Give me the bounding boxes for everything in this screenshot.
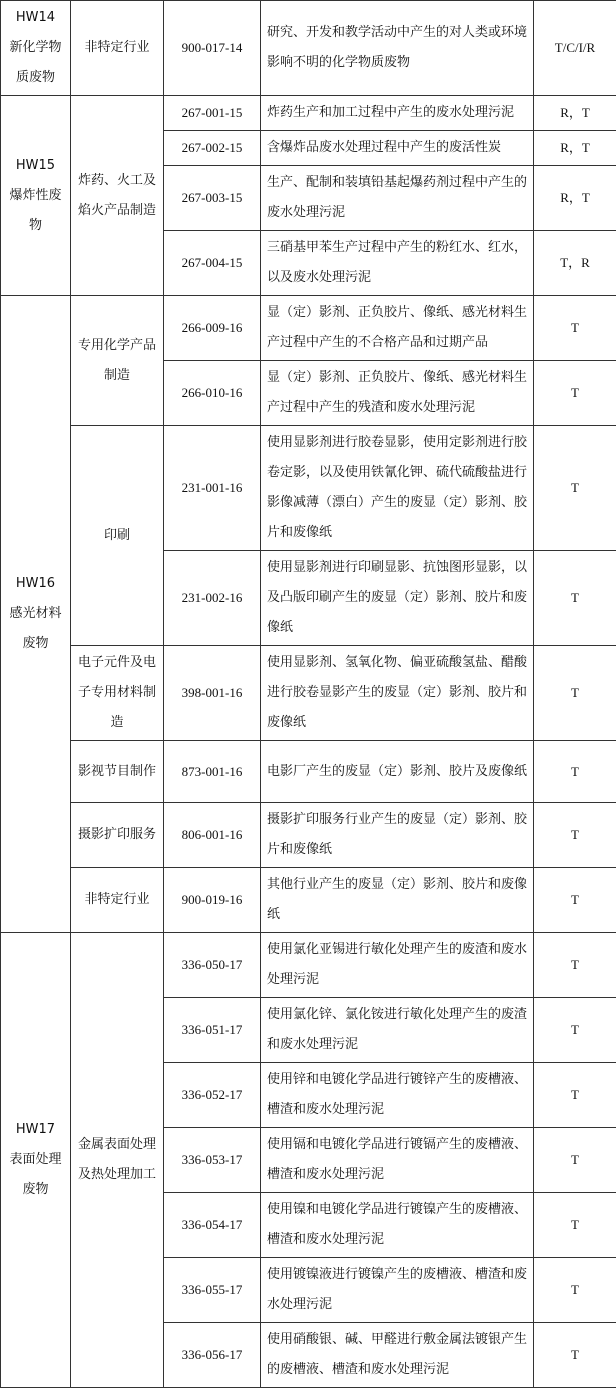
waste-description: 使用锌和电镀化学品进行镀锌产生的废槽液、槽渣和废水处理污泥 <box>261 1063 534 1128</box>
waste-description: 使用氯化锌、氯化铵进行敏化处理产生的废渣和废水处理污泥 <box>261 998 534 1063</box>
waste-category-cell <box>1 1 71 96</box>
hazard-characteristic: T <box>534 1128 616 1193</box>
waste-code: 900-017-14 <box>164 1 261 96</box>
waste-category-cell <box>1 933 71 1388</box>
waste-code: 398-001-16 <box>164 646 261 741</box>
waste-description: 生产、配制和装填铅基起爆药剂过程中产生的废水处理污泥 <box>261 166 534 231</box>
waste-description: 三硝基甲苯生产过程中产生的粉红水、红水，以及废水处理污泥 <box>261 231 534 296</box>
waste-code: 900-019-16 <box>164 868 261 933</box>
waste-description: 显（定）影剂、正负胶片、像纸、感光材料生产过程中产生的残渣和废水处理污泥 <box>261 361 534 426</box>
table-row <box>1 803 616 868</box>
waste-description: 使用显影剂进行印刷显影、抗蚀图形显影，以及凸版印刷产生的废显（定）影剂、胶片和废像纸 <box>261 551 534 646</box>
waste-category-code: HW16 <box>5 569 66 599</box>
hazard-characteristic: R，T <box>534 96 616 131</box>
waste-description: 炸药生产和加工过程中产生的废水处理污泥 <box>261 96 534 131</box>
waste-description: 使用氯化亚锡进行敏化处理产生的废渣和废水处理污泥 <box>261 933 534 998</box>
hazard-characteristic: T/C/I/R <box>534 1 616 96</box>
hazard-characteristic: T <box>534 741 616 803</box>
industry-cell: 非特定行业 <box>71 1 164 96</box>
hazard-characteristic: T <box>534 1193 616 1258</box>
hazard-characteristic: T <box>534 1258 616 1323</box>
waste-code: 267-003-15 <box>164 166 261 231</box>
waste-description: 研究、开发和教学活动中产生的对人类或环境影响不明的化学物质废物 <box>261 1 534 96</box>
hazard-characteristic: T <box>534 361 616 426</box>
table-row <box>1 1 616 96</box>
waste-description: 使用镍和电镀化学品进行镀镍产生的废槽液、槽渣和废水处理污泥 <box>261 1193 534 1258</box>
table-row <box>1 741 616 803</box>
waste-description: 使用显影剂进行胶卷显影，使用定影剂进行胶卷定影，以及使用铁氰化钾、硫代硫酸盐进行影像减薄（漂白）产生的废显（定）影剂、胶片和废像纸 <box>261 426 534 551</box>
waste-description: 使用镉和电镀化学品进行镀镉产生的废槽液、槽渣和废水处理污泥 <box>261 1128 534 1193</box>
waste-description: 使用镀镍液进行镀镍产生的废槽液、槽渣和废水处理污泥 <box>261 1258 534 1323</box>
waste-code: 336-050-17 <box>164 933 261 998</box>
waste-category-code: HW14 <box>5 3 66 33</box>
hazard-characteristic: T <box>534 646 616 741</box>
hazard-characteristic: R，T <box>534 131 616 166</box>
waste-category-name: 表面处理废物 <box>5 1145 66 1205</box>
table-row <box>1 868 616 933</box>
hazard-characteristic: T <box>534 998 616 1063</box>
waste-code: 873-001-16 <box>164 741 261 803</box>
hazard-characteristic: T <box>534 1063 616 1128</box>
waste-code: 267-004-15 <box>164 231 261 296</box>
industry-cell: 专用化学产品制造 <box>71 296 164 426</box>
waste-description: 摄影扩印服务行业产生的废显（定）影剂、胶片和废像纸 <box>261 803 534 868</box>
table-row <box>1 426 616 551</box>
waste-code: 336-052-17 <box>164 1063 261 1128</box>
waste-code: 231-002-16 <box>164 551 261 646</box>
hazard-characteristic: T <box>534 868 616 933</box>
waste-category-cell <box>1 296 71 933</box>
table-row <box>1 933 616 998</box>
waste-code: 266-009-16 <box>164 296 261 361</box>
waste-category-code: HW17 <box>5 1115 66 1145</box>
industry-cell: 电子元件及电子专用材料制造 <box>71 646 164 741</box>
waste-code: 267-002-15 <box>164 131 261 166</box>
hazard-characteristic: T <box>534 296 616 361</box>
table-row <box>1 96 616 131</box>
waste-code: 336-053-17 <box>164 1128 261 1193</box>
waste-description: 含爆炸品废水处理过程中产生的废活性炭 <box>261 131 534 166</box>
waste-category-code: HW15 <box>5 151 66 181</box>
hazard-characteristic: T <box>534 1323 616 1388</box>
waste-category-name: 爆炸性废物 <box>5 181 66 241</box>
industry-cell: 金属表面处理及热处理加工 <box>71 933 164 1388</box>
waste-description: 电影厂产生的废显（定）影剂、胶片及废像纸 <box>261 741 534 803</box>
waste-code: 336-055-17 <box>164 1258 261 1323</box>
industry-cell: 炸药、火工及焰火产品制造 <box>71 96 164 296</box>
waste-code: 336-051-17 <box>164 998 261 1063</box>
hazard-characteristic: T，R <box>534 231 616 296</box>
hazard-characteristic: T <box>534 933 616 998</box>
hazard-characteristic: T <box>534 426 616 551</box>
waste-description: 其他行业产生的废显（定）影剂、胶片和废像纸 <box>261 868 534 933</box>
waste-category-cell <box>1 96 71 296</box>
waste-description: 使用硝酸银、碱、甲醛进行敷金属法镀银产生的废槽液、槽渣和废水处理污泥 <box>261 1323 534 1388</box>
waste-category-name: 感光材料废物 <box>5 599 66 659</box>
waste-code: 806-001-16 <box>164 803 261 868</box>
waste-code: 267-001-15 <box>164 96 261 131</box>
industry-cell: 印刷 <box>71 426 164 646</box>
waste-code: 231-001-16 <box>164 426 261 551</box>
table-row <box>1 646 616 741</box>
industry-cell: 影视节目制作 <box>71 741 164 803</box>
waste-category-name: 新化学物质废物 <box>5 33 66 93</box>
industry-cell: 摄影扩印服务 <box>71 803 164 868</box>
hazard-characteristic: T <box>534 803 616 868</box>
waste-code: 336-054-17 <box>164 1193 261 1258</box>
table-row <box>1 296 616 361</box>
industry-cell: 非特定行业 <box>71 868 164 933</box>
waste-description: 显（定）影剂、正负胶片、像纸、感光材料生产过程中产生的不合格产品和过期产品 <box>261 296 534 361</box>
waste-code: 336-056-17 <box>164 1323 261 1388</box>
hazard-characteristic: T <box>534 551 616 646</box>
waste-description: 使用显影剂、氢氧化物、偏亚硫酸氢盐、醋酸进行胶卷显影产生的废显（定）影剂、胶片和废像纸 <box>261 646 534 741</box>
waste-code: 266-010-16 <box>164 361 261 426</box>
hazard-characteristic: R，T <box>534 166 616 231</box>
